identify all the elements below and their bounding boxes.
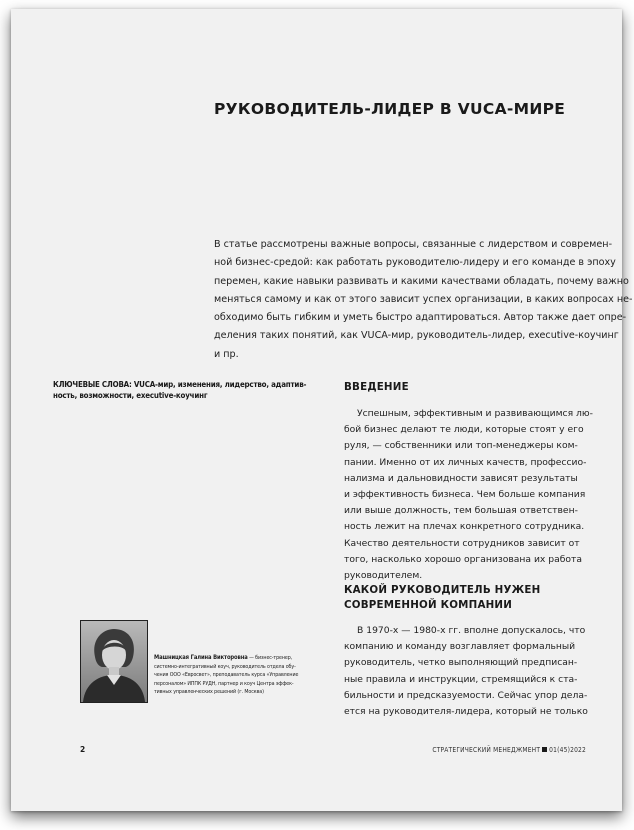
section-heading-line: ВВЕДЕНИЕ (344, 381, 409, 393)
section-heading-line: КАКОЙ РУКОВОДИТЕЛЬ НУЖЕН (344, 584, 541, 596)
body-line: пании. Именно от их личных качеств, профессио- (344, 456, 587, 468)
body-line: Успешным, эффективным и развивающимся лю- (357, 408, 593, 419)
body-line: Качество деятельности сотрудников зависит от (344, 537, 580, 549)
body-line: руководитель, четко выполняющий предписан- (344, 657, 578, 669)
square-separator-icon (542, 747, 547, 752)
section-body-modern-leader (344, 623, 614, 720)
abstract-line: деления таких понятий, как VUCA-мир, руководитель-лидер, executive-коучинг (214, 330, 619, 342)
section-heading-introduction (344, 380, 409, 395)
keywords-line: ность, возможности, executive-коучинг (53, 391, 208, 400)
body-line: ные правила и инструкции, стремящийся к ста- (344, 673, 578, 685)
abstract-line: В статье рассмотрены важные вопросы, связанные с лидерством и современ- (214, 239, 613, 250)
body-line: руля, — собственники или топ-менеджеры ком- (344, 440, 578, 452)
body-line: В 1970-х — 1980-х гг. вполне допускалось, что (357, 625, 586, 636)
author-bio-line: чения ООО «Евросвет», преподаватель курса «Управление (154, 672, 299, 679)
journal-page (11, 9, 633, 811)
page-number: 2 (80, 745, 86, 754)
abstract-line: меняться самому и как от этого зависит успех организации, в каких вопросах не- (214, 293, 633, 305)
body-line: того, насколько хорошо организована их работа (344, 553, 583, 565)
body-line: ность лежит на плечах конкретного сотрудника. (344, 521, 585, 533)
journal-issue: 01(45)2022 (549, 746, 586, 754)
section-heading-modern-leader (344, 583, 540, 613)
body-line: руководителем. (344, 570, 423, 582)
keywords (53, 379, 328, 401)
abstract-line: обходимо быть гибким и уметь быстро адаптироваться. Автор также дает опре- (214, 312, 627, 324)
author-name: Машницкая Галина Викторовна (154, 655, 248, 661)
section-heading-line: СОВРЕМЕННОЙ КОМПАНИИ (344, 599, 513, 611)
journal-footer (432, 746, 586, 754)
body-line: нализма и дальновидности зависят результаты (344, 472, 578, 484)
author-bio-line: персоналом» ИППК РУДН, партнер и коуч Центра эффек- (154, 680, 294, 687)
article-title: РУКОВОДИТЕЛЬ-ЛИДЕР В VUCA-МИРЕ (214, 100, 566, 118)
body-line: ется на руководителя-лидера, который не только (344, 706, 588, 718)
abstract-line: ной бизнес-средой: как работать руководителю-лидеру и его команде в эпоху (214, 257, 616, 269)
body-line: компанию и команду возглавляет формальный (344, 641, 576, 653)
abstract-line: перемен, какие навыки развивать и какими качествами обладать, почему важно (214, 275, 629, 287)
section-body-introduction (344, 406, 614, 584)
author-bio-line: системно-интегративный коуч, руководитель отдела обу- (154, 663, 296, 670)
author-photo (80, 620, 148, 703)
author-bio-text: — бизнес-тренер, (247, 655, 293, 661)
author-bio (154, 654, 329, 697)
author-bio-line: тивных управленческих решений (г. Москва) (154, 689, 264, 696)
keywords-line: КЛЮЧЕВЫЕ СЛОВА: VUCA-мир, изменения, лидерство, адаптив- (53, 380, 307, 389)
body-line: бой бизнес делают те люди, которые стоят у его (344, 424, 584, 436)
author-bio-line (154, 654, 329, 663)
abstract-line: и пр. (214, 348, 239, 360)
body-line: и эффективность бизнеса. Чем больше компания (344, 489, 586, 501)
body-line: или выше должность, тем большая ответствен- (344, 505, 578, 517)
author-portrait-image (81, 621, 147, 702)
body-line: бильности и предсказуемости. Сейчас упор дела- (344, 689, 588, 701)
article-abstract (214, 236, 633, 364)
journal-name: СТРАТЕГИЧЕСКИЙ МЕНЕДЖМЕНТ (432, 746, 541, 754)
